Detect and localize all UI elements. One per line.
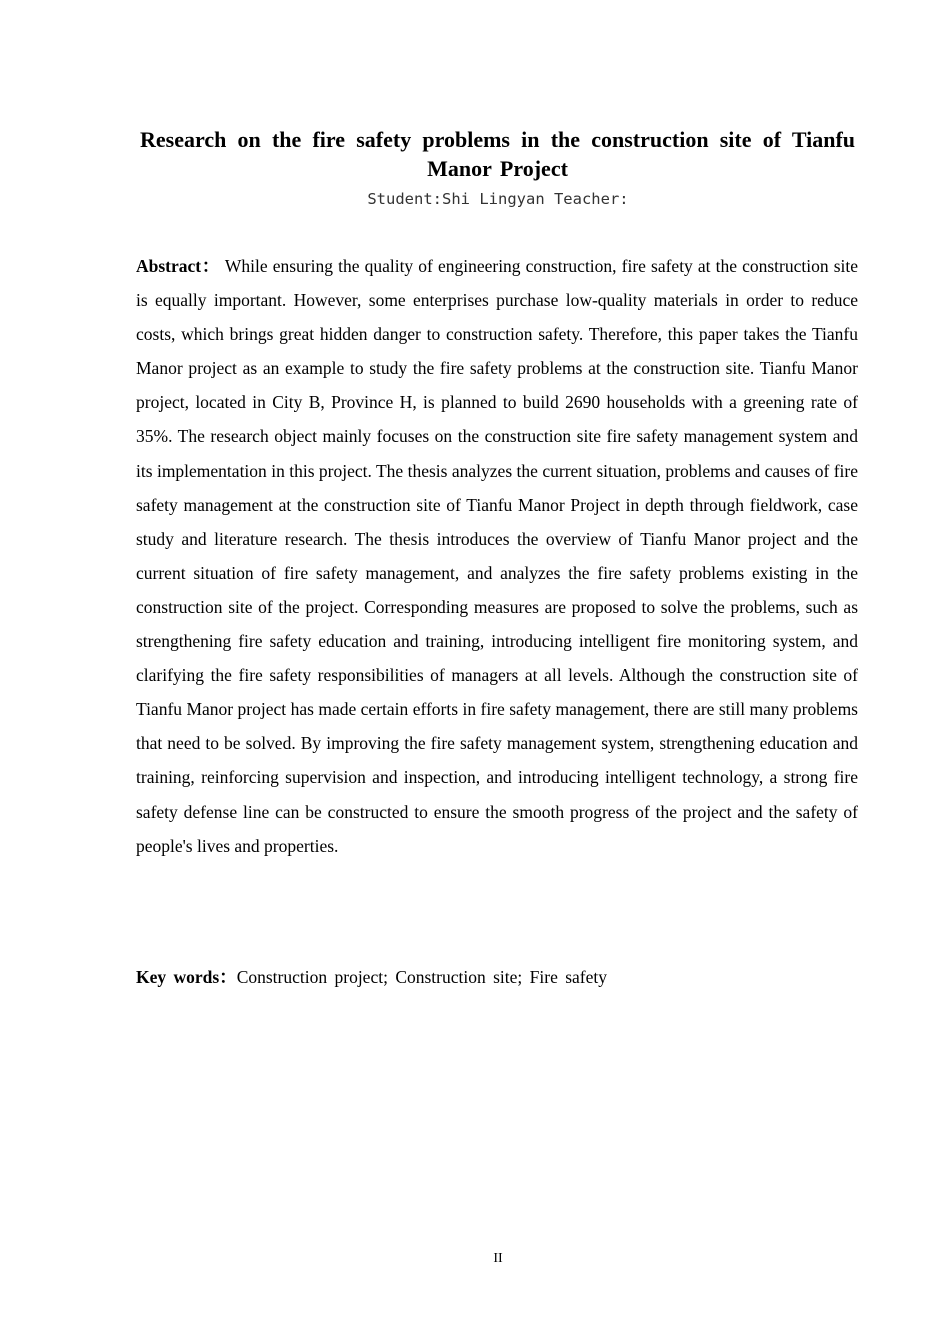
document-title: Research on the fire safety problems in the construction site of Tianfu Manor Project [140,127,855,181]
abstract-paragraph [136,249,858,863]
abstract-text: While ensuring the quality of engineering construction, fire safety at the construction site is equally important. However, some enterprises purchase low-quality materials in order to reduce costs, which brings great hidden danger to construction safety. Therefore, this paper takes the Tianfu Manor project as an example to study the fire safety problems at the construction site. Tianfu Manor project, located in City B, Province H, is planned to build 2690 households with a greening rate of 35%. The research object mainly focuses on the construction site fire safety management system and its implementation in this project. The thesis analyzes the current situation, problems and causes of fire safety management at the construction site of Tianfu Manor Project in depth through fieldwork, case study and literature research. The thesis introduces the overview of Tianfu Manor project and the current situation of fire safety management, and analyzes the fire safety problems existing in the construction site of the project. Corresponding measures are proposed to solve the problems, such as strengthening fire safety education and training, introducing intelligent fire monitoring system, and clarifying the fire safety responsibilities of managers at all levels. Although the construction site of Tianfu Manor project has made certain efforts in fire safety management, there are still many problems that need to be solved. By improving the fire safety management system, strengthening education and training, reinforcing supervision and inspection, and introducing intelligent technology, a strong fire safety defense line can be constructed to ensure the smooth progress of the project and the safety of people's lives and properties. [136,256,859,856]
keywords-paragraph [136,962,858,992]
keywords-label: Key words： [136,967,237,987]
author-line: Student:Shi Lingyan Teacher: [367,190,629,208]
abstract-label: Abstract： [136,256,221,276]
keywords-text: Construction project; Construction site; Fire safety [236,967,607,987]
page-number: II [493,1251,503,1266]
